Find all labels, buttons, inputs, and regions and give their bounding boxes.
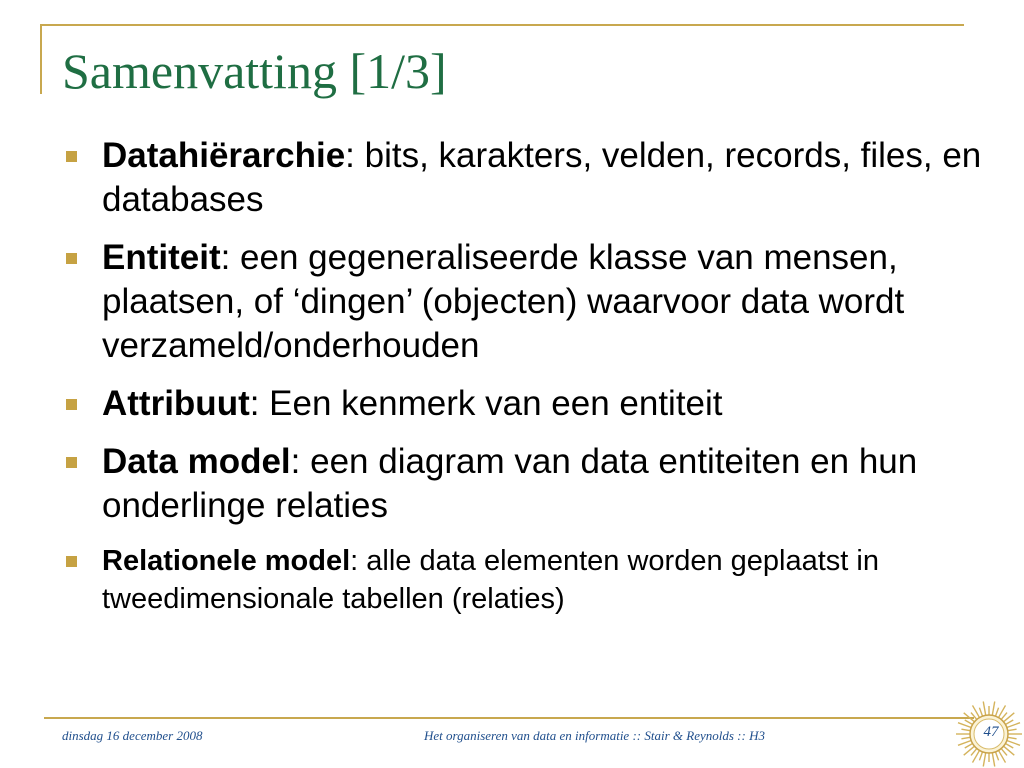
bullet-term: Datahiërarchie [102, 136, 346, 175]
bullet-item-datahierarchie [66, 134, 986, 222]
bullet-text: : alle data elementen worden geplaatst in tweedimensionale tabellen (relaties) [102, 545, 879, 615]
bullet-item-attribuut [66, 382, 986, 426]
bullet-text: : bits, karakters, velden, records, files, en databases [102, 136, 982, 219]
bullet-term: Relationele model [102, 545, 351, 577]
title-frame-left-line [40, 24, 42, 94]
page-number: 47 [983, 724, 999, 740]
title-frame-top-line [40, 24, 964, 26]
bullet-square-icon [66, 253, 77, 264]
slide-title: Samenvatting [1/3] [62, 43, 447, 99]
bullet-text: : een diagram van data entiteiten en hun onderlinge relaties [102, 442, 918, 525]
bullet-square-icon [66, 151, 77, 162]
bullet-square-icon [66, 399, 77, 410]
bullet-text: : Een kenmerk van een entiteit [249, 384, 723, 423]
bullet-text: : een gegeneraliseerde klasse van mensen, plaatsen, of ‘dingen’ (objecten) waarvoor data wordt verzameld/onderhouden [102, 238, 905, 365]
bullet-term: Entiteit [102, 238, 221, 277]
bullet-square-icon [66, 457, 77, 468]
bullet-term: Attribuut [102, 384, 250, 423]
bullet-term: Data model [102, 442, 291, 481]
bullet-item-entiteit [66, 236, 986, 368]
bullet-square-icon [66, 556, 77, 567]
footer-date: dinsdag 16 december 2008 [62, 728, 203, 743]
bullet-list [66, 134, 986, 632]
footer-divider [44, 717, 974, 719]
bullet-item-relationele-model [66, 542, 986, 618]
bullet-item-data-model [66, 440, 986, 528]
footer-course-title: Het organiseren van data en informatie :: Stair & Reynolds :: H3 [424, 728, 765, 743]
